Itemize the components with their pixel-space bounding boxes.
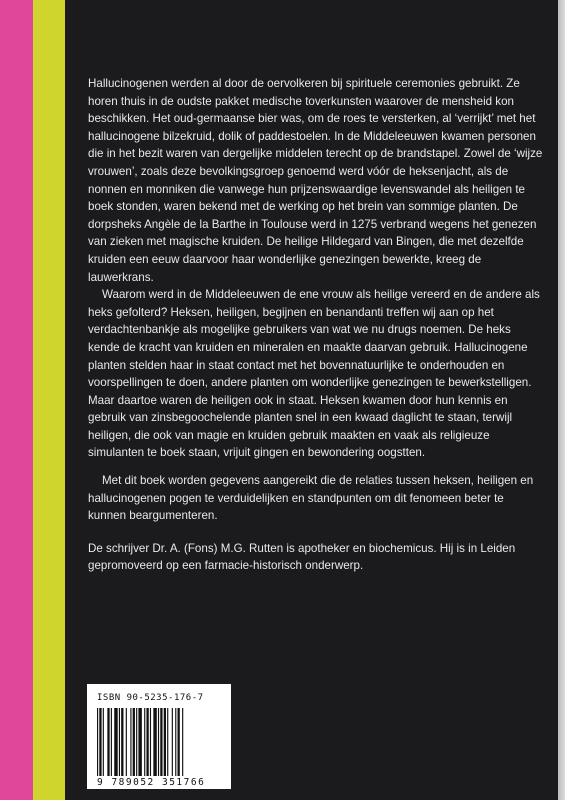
barcode-bar (130, 708, 131, 776)
barcode-bars (97, 708, 221, 776)
barcode-bar (144, 708, 145, 776)
blurb-paragraph-2: Waarom werd in de Middeleeuwen de ene vrouw als heilige vereerd en de andere als heks gefolterd? Heksen, heiligen, begijnen en benandanti treffen wij aan op het verdachtenbankje als mogelijke gebruikers van wat we nu drugs noemen. De heks kende de kracht van kruiden en mineralen en maakte daarvan gebruik. Hallucinogene planten stelden haar in staat contact met het bovennatuurlijke te onderhouden en voorspellingen te doen, andere planten om wonderlijke genezingen te bewerkstelligen. Maar daartoe waren de heiligen ook in staat. Heksen kwamen door hun kennis en gebruik van zinsbegoochelende planten snel in een kwaad daglicht te staan, terwijl heiligen, die ook van magie en kruiden gebruik maakten en vaak als religieuze simulanten te boek staan, vrijuit gingen en bewondering oogstten. (88, 288, 540, 460)
barcode-bar (158, 708, 159, 776)
barcode-bar (182, 708, 183, 776)
barcode-bar (97, 708, 98, 776)
barcode-bar (138, 708, 141, 776)
blurb-paragraph-1: Hallucinogenen werden al door de oervolkeren bij spirituele ceremonies gebruikt. Ze horen thuis in de oudste pakket medische toverkunsten waarover de mensheid kon beschikken. Het oud-germaanse bier was, om de roes te versterken, al ‘verrijkt’ met het hallucinogene bilzekruid, dolik of paddestoelen. In de Middeleeuwen kwamen personen die in het bezit waren van dergelijke middelen terecht op de brandstapel. Zowel de ‘wijze vrouwen’, zoals deze bevolkingsgroep genoemd werd vóór de heksenjacht, als de nonnen en monniken die vanwege hun prijzenswaardige levenswandel als heiligen te boek stonden, waren bekend met de werking op het brein van sommige planten. De dorpsheks Angèle de la Barthe in Toulouse werd in 1275 verbrand wegens het genezen van zieken met magische kruiden. De heilige Hildegard van Bingen, die met dezelfde kruiden een eeuw daarvoor haar wonderlijke genezingen bewerkte, kreeg de lauwerkrans. (88, 77, 543, 284)
barcode-bar (121, 708, 123, 776)
barcode-bar (167, 708, 168, 776)
barcode-bar (175, 708, 176, 776)
barcode-label (87, 684, 231, 789)
barcode-bar (146, 708, 148, 776)
barcode-bar (99, 708, 101, 776)
barcode-bar (126, 708, 127, 776)
isbn-text: ISBN 90-5235-176-7 (97, 693, 204, 703)
barcode-bar (103, 708, 104, 776)
yellow-spine-stripe (33, 0, 65, 800)
barcode-bar (111, 708, 112, 776)
barcode-bar (178, 708, 180, 776)
barcode-bar (164, 708, 166, 776)
pink-spine-stripe (0, 0, 33, 800)
barcode-bar (119, 708, 120, 776)
barcode-bar (172, 708, 173, 776)
barcode-bar (160, 708, 162, 776)
barcode-digits: 9 789052 351766 (97, 777, 206, 788)
barcode-bar (107, 708, 109, 776)
barcode-bar (153, 708, 156, 776)
author-bio: De schrijver Dr. A. (Fons) M.G. Rutten is apotheker en biochemicus. Hij is in Leiden gepromoveerd op een farmacie-historisch onderwerp. (88, 541, 516, 573)
barcode-bar (150, 708, 151, 776)
barcode-bar (136, 708, 137, 776)
blurb-paragraph-3: Met dit boek worden gegevens aangereikt die de relaties tussen heksen, heiligen en hallucinogenen pogen te verduidelijken en standpunten om dit fenomeen beter te kunnen beargumenteren. (88, 474, 534, 523)
barcode-bar (114, 708, 117, 776)
blurb-text (88, 75, 543, 575)
page-edge (558, 0, 565, 800)
barcode-bar (133, 708, 135, 776)
